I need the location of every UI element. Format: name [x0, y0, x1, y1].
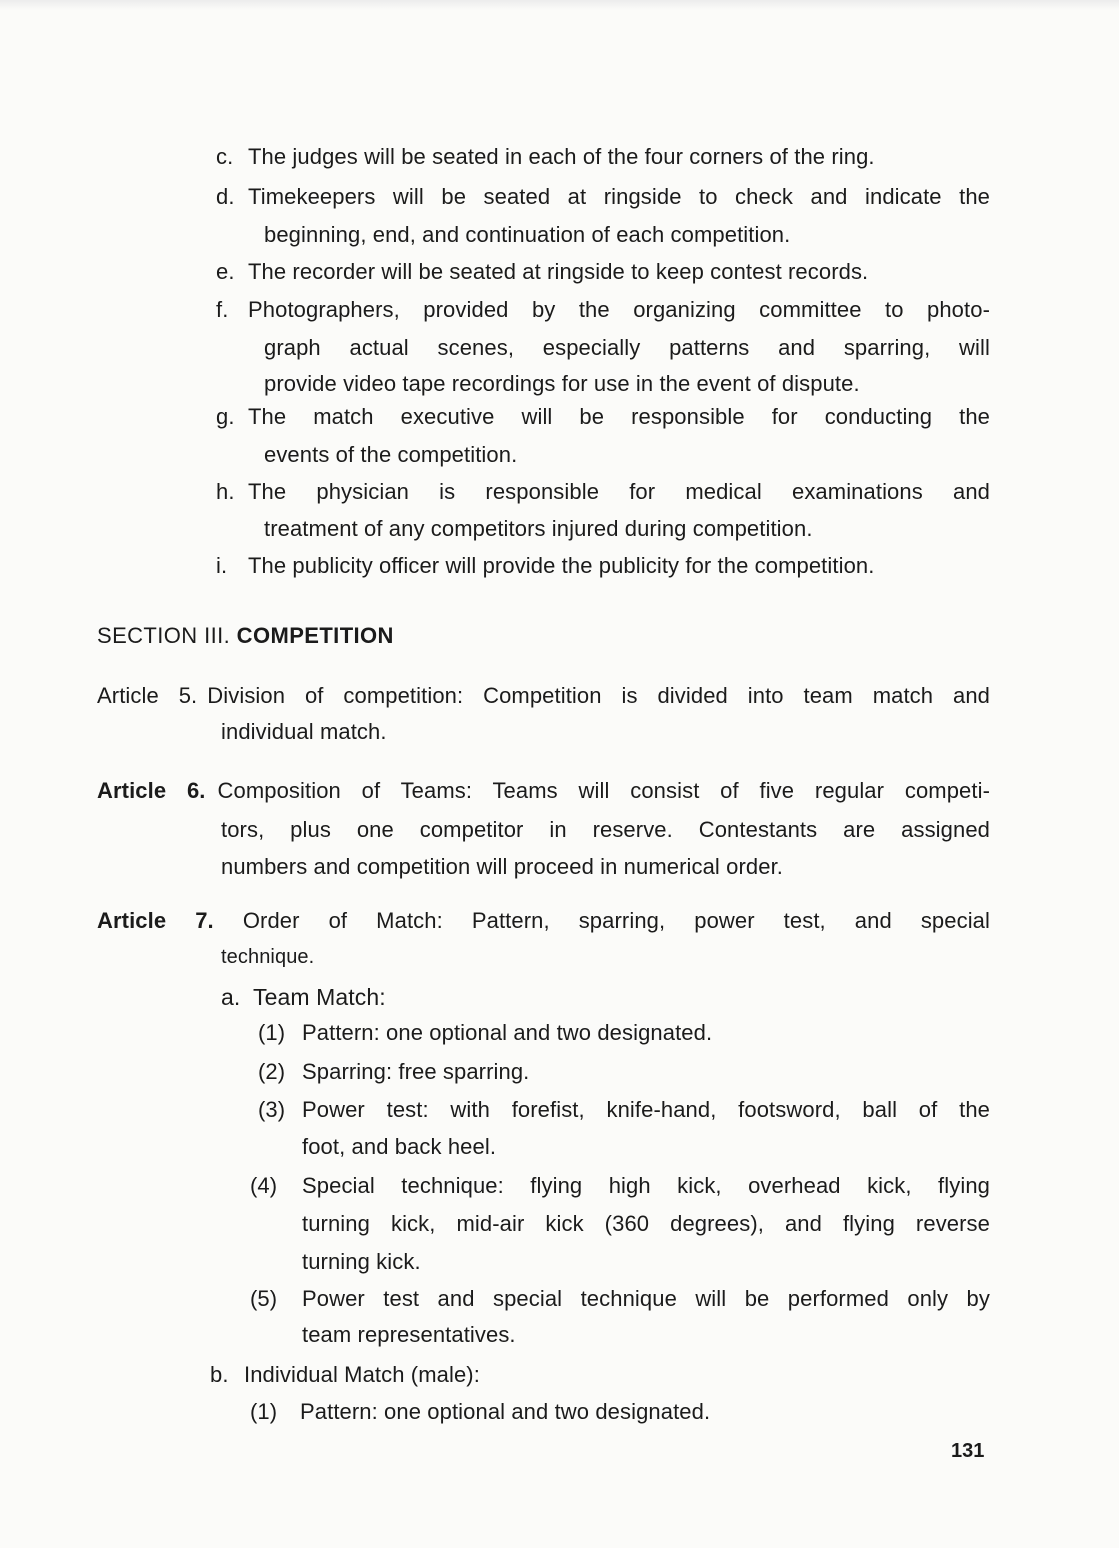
- list-item-text: The recorder will be seated at ringside to keep contest records.: [248, 259, 869, 284]
- section-heading: [97, 621, 394, 651]
- item-text: Power test and special technique will be performed only by: [302, 1286, 990, 1311]
- article-5: [97, 681, 990, 711]
- team-match-item-4: [250, 1171, 990, 1201]
- list-item-label: h.: [216, 479, 235, 504]
- item-number: (1): [258, 1020, 286, 1045]
- list-item-g: [216, 402, 990, 432]
- article-label-word: Article: [97, 908, 167, 933]
- team-match-item-5: [250, 1284, 990, 1314]
- article-label: Article 5.: [97, 683, 198, 708]
- item-text: Pattern: one optional and two designated.: [302, 1020, 713, 1045]
- list-item-text: The match executive will be responsible for conducting the: [248, 404, 990, 429]
- item-number: (1): [250, 1399, 278, 1424]
- list-item-text: The physician is responsible for medical examinations and: [248, 479, 990, 504]
- list-item-label: c.: [216, 144, 234, 169]
- section-prefix: SECTION III.: [97, 623, 231, 648]
- list-item-h-continuation: treatment of any competitors injured during competition.: [264, 516, 813, 541]
- article-label: Article 6.: [97, 778, 206, 803]
- article-6-continuation: tors, plus one competitor in reserve. Contestants are assigned: [221, 817, 990, 842]
- list-item-f-continuation: graph actual scenes, especially patterns and sparring, will: [264, 335, 990, 360]
- item-number: (5): [250, 1286, 278, 1311]
- team-match-item-4-continuation: turning kick, mid-air kick (360 degrees), and flying reverse: [302, 1211, 990, 1236]
- item-text: Special technique: flying high kick, overhead kick, flying: [302, 1173, 990, 1198]
- individual-match-item-1: [250, 1397, 710, 1427]
- article-text: Composition of Teams: Teams will consist of five regular competi-: [217, 778, 990, 803]
- list-item-g-continuation: events of the competition.: [264, 442, 518, 467]
- section-title: COMPETITION: [236, 623, 394, 648]
- page-number: 131: [951, 1440, 985, 1462]
- item-text: Power test: with forefist, knife-hand, footsword, ball of the: [302, 1097, 990, 1122]
- list-item-label: d.: [216, 184, 235, 209]
- item-number: (2): [258, 1059, 286, 1084]
- list-item-label: g.: [216, 404, 235, 429]
- team-match-item-4-continuation: turning kick.: [302, 1249, 421, 1274]
- list-item-f-continuation: provide video tape recordings for use in the event of dispute.: [264, 371, 860, 396]
- item-text: Sparring: free sparring.: [302, 1059, 530, 1084]
- list-item-label: i.: [216, 553, 228, 578]
- list-item-label: e.: [216, 259, 235, 284]
- article-7: [97, 906, 990, 936]
- article-7-continuation: technique.: [221, 946, 315, 968]
- item-text: Pattern: one optional and two designated.: [300, 1399, 711, 1424]
- item-number: (4): [250, 1173, 278, 1198]
- scan-edge-shade: [0, 0, 1119, 10]
- sublist-b: [210, 1360, 480, 1390]
- sublist-title: Individual Match (male):: [244, 1362, 480, 1387]
- team-match-item-3-continuation: foot, and back heel.: [302, 1134, 497, 1159]
- list-item-text: Photographers, provided by the organizing committee to photo-: [248, 297, 990, 322]
- list-item-label: f.: [216, 297, 229, 322]
- list-item-text: The publicity officer will provide the publicity for the competition.: [248, 553, 875, 578]
- team-match-item-1: [258, 1018, 712, 1048]
- sublist-label: b.: [210, 1362, 229, 1387]
- article-6: [97, 776, 990, 806]
- team-match-item-3: [258, 1095, 990, 1125]
- article-text: Order of Match: Pattern, sparring, power test, and special: [242, 908, 991, 933]
- list-item-f: [216, 295, 990, 325]
- list-item-text: Timekeepers will be seated at ringside to check and indicate the: [248, 184, 990, 209]
- list-item-i: [216, 551, 990, 581]
- list-item-text: The judges will be seated in each of the four corners of the ring.: [248, 144, 875, 169]
- list-item-d-continuation: beginning, end, and continuation of each competition.: [264, 222, 791, 247]
- article-5-continuation: individual match.: [221, 719, 387, 744]
- sublist-title: Team Match:: [253, 984, 386, 1010]
- team-match-item-5-continuation: team representatives.: [302, 1322, 516, 1347]
- item-number: (3): [258, 1097, 286, 1122]
- sublist-label: a.: [221, 984, 241, 1010]
- article-text: Division of competition: Competition is divided into team match and: [207, 683, 990, 708]
- article-label-number: 7.: [195, 908, 214, 933]
- list-item-e: [216, 257, 990, 287]
- list-item-d: [216, 182, 990, 212]
- sublist-a: [221, 982, 386, 1012]
- team-match-item-2: [258, 1057, 529, 1087]
- article-6-continuation: numbers and competition will proceed in numerical order.: [221, 854, 783, 879]
- list-item-h: [216, 477, 990, 507]
- list-item-c: [216, 142, 990, 172]
